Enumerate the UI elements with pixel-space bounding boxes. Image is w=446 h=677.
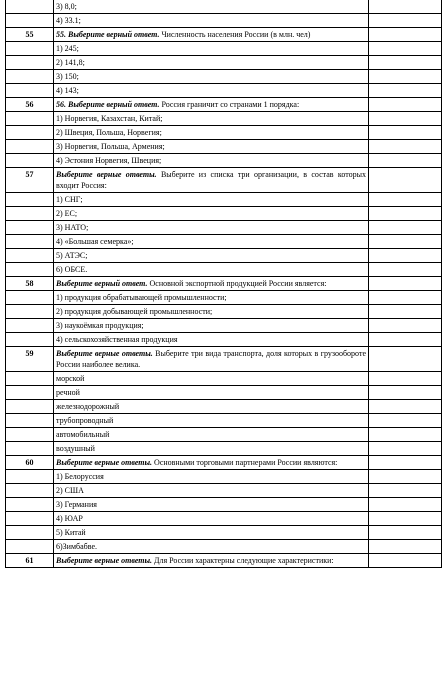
question-number	[6, 154, 54, 168]
question-number	[6, 193, 54, 207]
answer-option-row	[6, 249, 442, 263]
question-body: Выберите три вида транспорта, доля которых в грузообороте России наиболее велика.	[56, 349, 366, 369]
answer-option-row	[6, 498, 442, 512]
answer-cell	[369, 98, 442, 112]
answer-option-row	[6, 221, 442, 235]
question-row	[6, 347, 442, 372]
question-instruction: Выберите верный ответ.	[68, 30, 160, 39]
answer-option-row	[6, 291, 442, 305]
question-number	[6, 319, 54, 333]
question-number: 59	[6, 347, 54, 372]
answer-cell	[369, 193, 442, 207]
answer-option: трубопроводный	[54, 414, 369, 428]
question-number	[6, 221, 54, 235]
answer-option-row	[6, 56, 442, 70]
answer-option-row	[6, 126, 442, 140]
answer-option: 2) Швеция, Польша, Норвегия;	[54, 126, 369, 140]
question-body: Выберите из списка три организации, в состав которых входит Россия:	[56, 170, 366, 190]
answer-cell	[369, 126, 442, 140]
answer-cell	[369, 154, 442, 168]
answer-option: 3) 8,0;	[54, 0, 369, 14]
question-body: Основной экспортной продукцией России является:	[147, 279, 327, 288]
answer-option: 2) США	[54, 484, 369, 498]
question-prefix: 55.	[56, 30, 68, 39]
question-number	[6, 428, 54, 442]
answer-cell	[369, 414, 442, 428]
question-number	[6, 512, 54, 526]
answer-option: 6) ОБСЕ.	[54, 263, 369, 277]
answer-option: 3) НАТО;	[54, 221, 369, 235]
question-number	[6, 207, 54, 221]
question-number	[6, 526, 54, 540]
answer-option-row	[6, 154, 442, 168]
question-body: Россия граничит со странами 1 порядка:	[159, 100, 300, 109]
questions-table	[5, 0, 442, 568]
question-number	[6, 235, 54, 249]
question-row	[6, 456, 442, 470]
answer-cell	[369, 319, 442, 333]
answer-cell	[369, 277, 442, 291]
answer-option: железнодорожный	[54, 400, 369, 414]
answer-cell	[369, 456, 442, 470]
answer-cell	[369, 526, 442, 540]
answer-option: 3) Германия	[54, 498, 369, 512]
answer-option-row	[6, 319, 442, 333]
question-text	[54, 347, 369, 372]
question-body: Численность населения России (в млн. чел)	[159, 30, 311, 39]
answer-option: 2) ЕС;	[54, 207, 369, 221]
answer-cell	[369, 372, 442, 386]
question-text	[54, 554, 369, 568]
answer-cell	[369, 484, 442, 498]
question-number: 61	[6, 554, 54, 568]
question-instruction: Выберите верные ответы.	[56, 349, 153, 358]
question-instruction: Выберите верные ответы.	[56, 170, 157, 179]
question-number	[6, 372, 54, 386]
answer-option-row	[6, 414, 442, 428]
answer-option: 3) наукоёмкая продукция;	[54, 319, 369, 333]
answer-option-row	[6, 470, 442, 484]
question-number	[6, 498, 54, 512]
question-number	[6, 442, 54, 456]
answer-option: речной	[54, 386, 369, 400]
answer-option: 6)Зимбабве.	[54, 540, 369, 554]
answer-option: 1) Норвегия, Казахстан, Китай;	[54, 112, 369, 126]
questions-table-body	[6, 0, 442, 568]
answer-option-row	[6, 42, 442, 56]
answer-cell	[369, 263, 442, 277]
answer-cell	[369, 249, 442, 263]
answer-option-row	[6, 512, 442, 526]
question-number: 58	[6, 277, 54, 291]
answer-option-row	[6, 263, 442, 277]
question-number	[6, 484, 54, 498]
answer-option-row	[6, 540, 442, 554]
question-instruction: Выберите верные ответы.	[56, 556, 153, 565]
answer-option: 2) продукция добывающей промышленности;	[54, 305, 369, 319]
answer-cell	[369, 347, 442, 372]
answer-cell	[369, 291, 442, 305]
question-number	[6, 470, 54, 484]
answer-cell	[369, 56, 442, 70]
answer-option-row	[6, 333, 442, 347]
answer-cell	[369, 42, 442, 56]
answer-cell	[369, 386, 442, 400]
answer-option: 4) 33.1;	[54, 14, 369, 28]
question-prefix: 56.	[56, 100, 68, 109]
question-number	[6, 305, 54, 319]
answer-cell	[369, 554, 442, 568]
answer-cell	[369, 428, 442, 442]
answer-cell	[369, 442, 442, 456]
question-number	[6, 112, 54, 126]
answer-option-row	[6, 400, 442, 414]
question-number: 56	[6, 98, 54, 112]
answer-option-row	[6, 526, 442, 540]
answer-option: воздушный	[54, 442, 369, 456]
answer-option: 3) Норвегия, Польша, Армения;	[54, 140, 369, 154]
answer-option: 1) СНГ;	[54, 193, 369, 207]
question-number	[6, 70, 54, 84]
answer-option-row	[6, 112, 442, 126]
answer-option-row	[6, 442, 442, 456]
question-number	[6, 333, 54, 347]
question-text	[54, 168, 369, 193]
question-instruction: Выберите верный ответ.	[56, 279, 148, 288]
answer-option-row	[6, 372, 442, 386]
question-number	[6, 0, 54, 14]
question-number	[6, 14, 54, 28]
question-number	[6, 540, 54, 554]
answer-option-row	[6, 70, 442, 84]
question-row	[6, 554, 442, 568]
question-number	[6, 249, 54, 263]
question-row	[6, 277, 442, 291]
answer-cell	[369, 84, 442, 98]
answer-option: 4) Эстония Норвегия, Швеция;	[54, 154, 369, 168]
answer-cell	[369, 498, 442, 512]
answer-option: 2) 141,8;	[54, 56, 369, 70]
answer-cell	[369, 540, 442, 554]
answer-cell	[369, 28, 442, 42]
answer-option-row	[6, 386, 442, 400]
answer-cell	[369, 512, 442, 526]
answer-option: 3) 150;	[54, 70, 369, 84]
question-text	[54, 277, 369, 291]
answer-cell	[369, 305, 442, 319]
question-text	[54, 456, 369, 470]
question-number	[6, 400, 54, 414]
answer-option: 1) Белоруссия	[54, 470, 369, 484]
question-number: 60	[6, 456, 54, 470]
answer-cell	[369, 470, 442, 484]
answer-option: 4) «Большая семерка»;	[54, 235, 369, 249]
answer-option-row	[6, 484, 442, 498]
answer-option-row	[6, 14, 442, 28]
answer-option-row	[6, 0, 442, 14]
answer-option-row	[6, 235, 442, 249]
answer-option: 1) продукция обрабатывающей промышленности;	[54, 291, 369, 305]
question-number	[6, 42, 54, 56]
question-number: 55	[6, 28, 54, 42]
question-row	[6, 168, 442, 193]
answer-option: автомобильный	[54, 428, 369, 442]
question-number	[6, 414, 54, 428]
question-number	[6, 263, 54, 277]
answer-cell	[369, 333, 442, 347]
answer-option-row	[6, 428, 442, 442]
question-number: 57	[6, 168, 54, 193]
test-sheet	[5, 0, 441, 568]
question-body: Для России характерны следующие характеристики:	[152, 556, 334, 565]
answer-option: 5) Китай	[54, 526, 369, 540]
question-instruction: Выберите верный ответ.	[68, 100, 160, 109]
question-number	[6, 386, 54, 400]
question-number	[6, 140, 54, 154]
answer-option-row	[6, 207, 442, 221]
answer-cell	[369, 140, 442, 154]
answer-cell	[369, 70, 442, 84]
question-number	[6, 56, 54, 70]
answer-cell	[369, 112, 442, 126]
question-text	[54, 28, 369, 42]
question-number	[6, 291, 54, 305]
question-row	[6, 98, 442, 112]
question-body: Основными торговыми партнерами России являются:	[152, 458, 338, 467]
answer-option: 1) 245;	[54, 42, 369, 56]
answer-option-row	[6, 84, 442, 98]
answer-option-row	[6, 193, 442, 207]
question-number	[6, 126, 54, 140]
answer-option: 4) ЮАР	[54, 512, 369, 526]
answer-cell	[369, 221, 442, 235]
question-text	[54, 98, 369, 112]
answer-option: морской	[54, 372, 369, 386]
answer-option: 4) сельскохозяйственная продукция	[54, 333, 369, 347]
answer-cell	[369, 235, 442, 249]
answer-option-row	[6, 305, 442, 319]
answer-cell	[369, 400, 442, 414]
answer-option: 4) 143;	[54, 84, 369, 98]
answer-option: 5) АТЭС;	[54, 249, 369, 263]
answer-cell	[369, 14, 442, 28]
answer-cell	[369, 207, 442, 221]
answer-cell	[369, 168, 442, 193]
question-number	[6, 84, 54, 98]
answer-option-row	[6, 140, 442, 154]
answer-cell	[369, 0, 442, 14]
question-row	[6, 28, 442, 42]
question-instruction: Выберите верные ответы.	[56, 458, 153, 467]
